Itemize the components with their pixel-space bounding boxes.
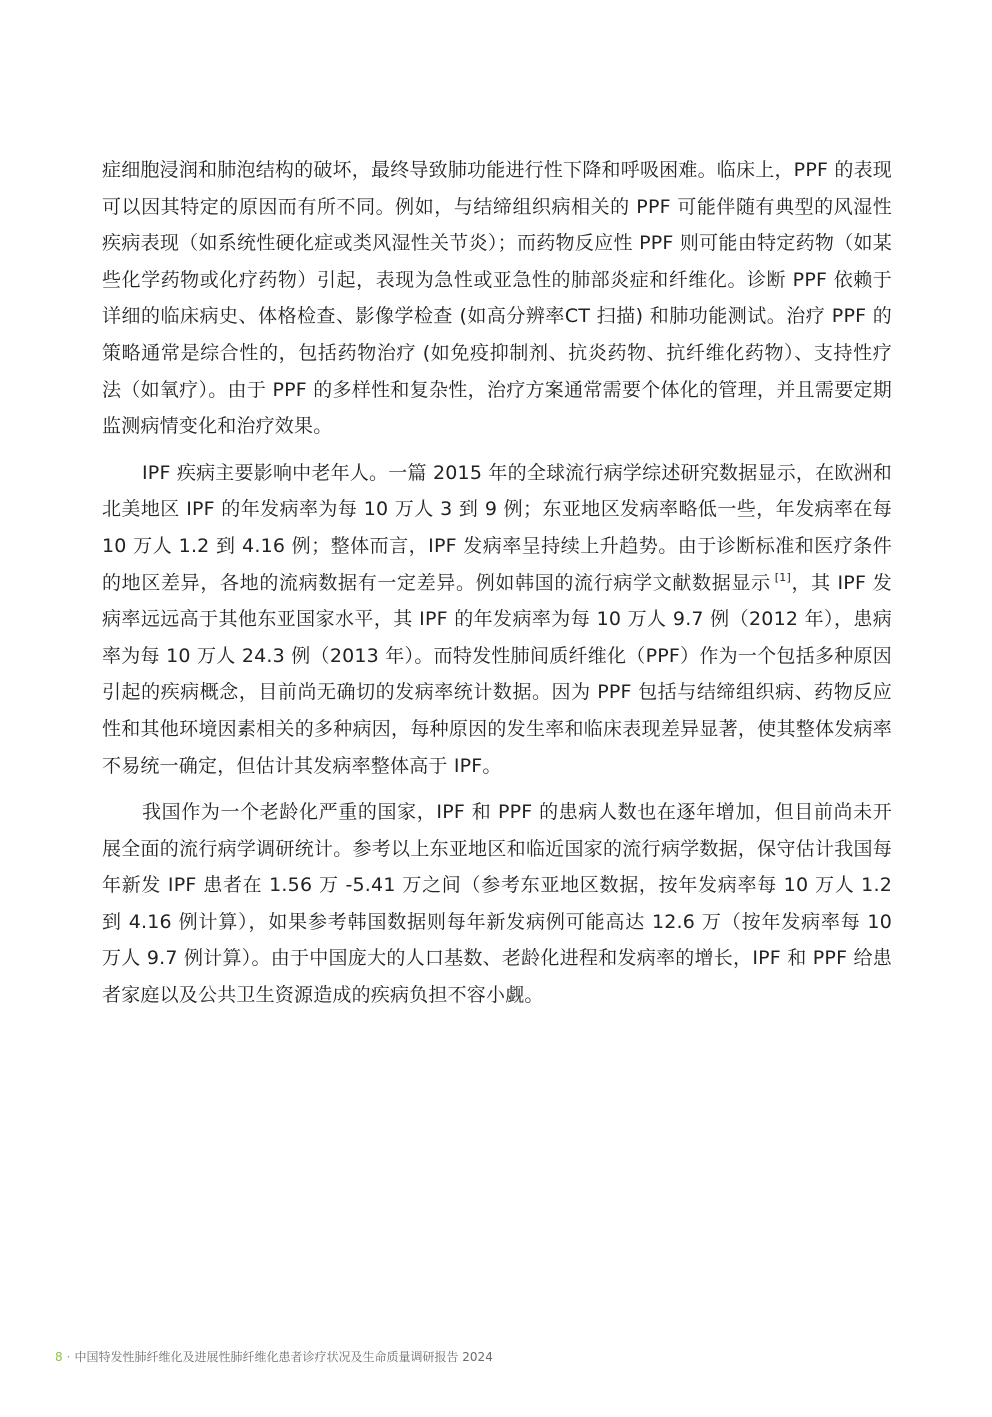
- body-text: [102, 152, 892, 1014]
- paragraph-ipf-epidemiology: [102, 455, 892, 784]
- paragraph-ppf-clinical: 症细胞浸润和肺泡结构的破坏，最终导致肺功能进行性下降和呼吸困难。临床上，PPF 的表现可以因其特定的原因而有所不同。例如，与结缔组织病相关的 PPF 可能伴随有典型的风湿性疾病表现（如系统性硬化症或类风湿性关节炎）；而药物反应性 PPF 则可能由特定药物（如某些化学药物或化疗药物）引起，表现为急性或亚急性的肺部炎症和纤维化。诊断 PPF 依赖于详细的临床病史、体格检查、影像学检查 (如高分辨率CT 扫描) 和肺功能测试。治疗 PPF 的策略通常是综合性的，包括药物治疗 (如免疫抑制剂、抗炎药物、抗纤维化药物）、支持性疗法（如氧疗）。由于 PPF 的多样性和复杂性，治疗方案通常需要个体化的管理，并且需要定期监测病情变化和治疗效果。: [102, 159, 892, 438]
- page-footer: [55, 1349, 493, 1365]
- citation-reference[interactable]: [1]: [774, 571, 791, 585]
- page-number: 8: [55, 1350, 63, 1364]
- paragraph-text-before-citation: IPF 疾病主要影响中老年人。一篇 2015 年的全球流行病学综述研究数据显示，在欧洲和北美地区 IPF 的年发病率为每 10 万人 3 到 9 例；东亚地区发病率略低一些，年发病率在每 10 万人 1.2 到 4.16 例；整体而言，IPF 发病率呈持续上升趋势。由于诊断标准和医疗条件的地区差异，各地的流病数据有一定差异。例如韩国的流行病学文献数据显示: [102, 461, 892, 594]
- report-title: 中国特发性肺纤维化及进展性肺纤维化患者诊疗状况及生命质量调研报告 2024: [74, 1350, 493, 1364]
- paragraph-text-after-citation: ，其 IPF 发病率远远高于其他东亚国家水平，其 IPF 的年发病率为每 10 万人 9.7 例（2012 年），患病率为每 10 万人 24.3 例（2013 年）。而特发性肺间质纤维化（PPF）作为一个包括多种原因引起的疾病概念，目前尚无确切的发病率统计数据。因为 PPF 包括与结缔组织病、药物反应性和其他环境因素相关的多种病因，每种原因的发生率和临床表现差异显著，使其整体发病率不易统一确定，但估计其发病率整体高于 IPF。: [102, 571, 892, 777]
- paragraph-china-burden: 我国作为一个老龄化严重的国家，IPF 和 PPF 的患病人数也在逐年增加，但目前尚未开展全面的流行病学调研统计。参考以上东亚地区和临近国家的流行病学数据，保守估计我国每年新发 IPF 患者在 1.56 万 -5.41 万之间（参考东亚地区数据，按年发病率每 10 万人 1.2 到 4.16 例计算），如果参考韩国数据则每年新发病例可能高达 12.6 万（按年发病率每 10 万人 9.7 例计算）。由于中国庞大的人口基数、老龄化进程和发病率的增长，IPF 和 PPF 给患者家庭以及公共卫生资源造成的疾病负担不容小觑。: [102, 801, 892, 1007]
- footer-separator: ·: [66, 1350, 71, 1364]
